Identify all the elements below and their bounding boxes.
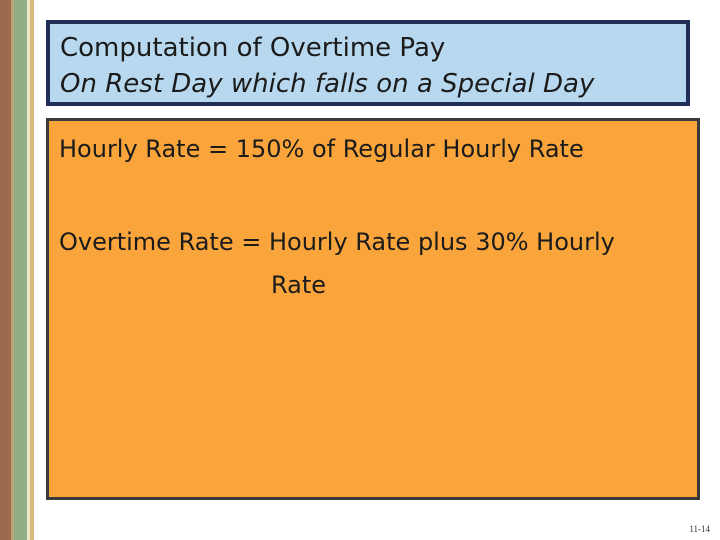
hourly-rate-formula: Hourly Rate = 150% of Regular Hourly Rate [59,135,584,163]
content-box [46,118,700,500]
overtime-rate-formula: Overtime Rate = Hourly Rate plus 30% Hourly [59,228,615,256]
slide-subtitle: On Rest Day which falls on a Special Day [60,69,595,99]
overtime-rate-formula-continuation: Rate [271,271,327,299]
decorative-left-stripe [0,0,34,540]
title-box [46,20,690,106]
slide-title: Computation of Overtime Pay [60,33,446,63]
slide-number: 11-14 [689,524,710,534]
